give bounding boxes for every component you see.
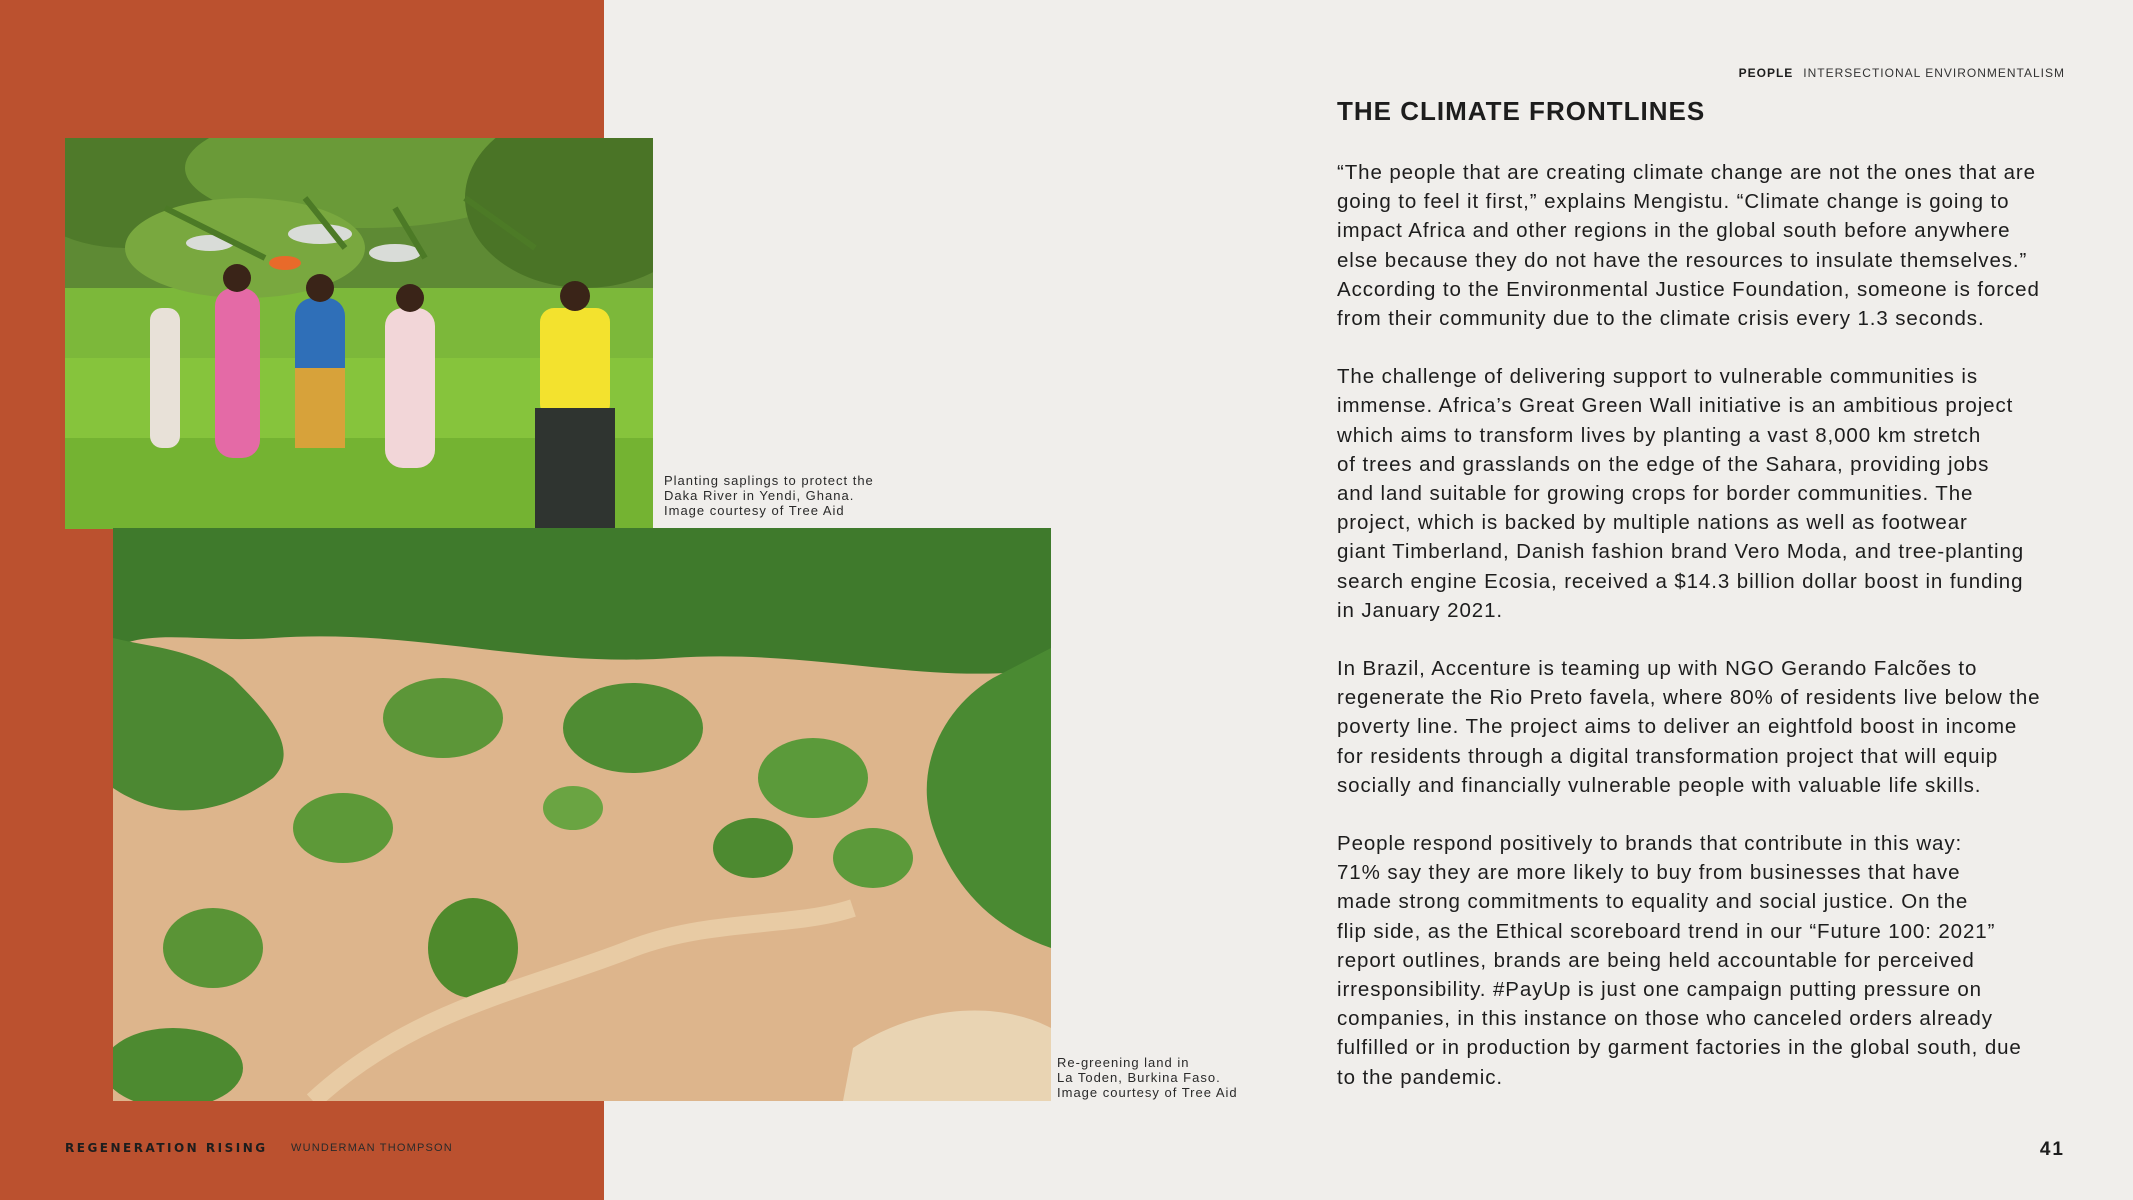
section-label: PEOPLE [1738, 66, 1794, 80]
article-body [1337, 158, 2077, 1121]
planting-photo-illustration [65, 138, 653, 529]
photo-planting-saplings [65, 138, 653, 529]
article-paragraph-3: In Brazil, Accenture is teaming up with NGO Gerando Falcões to regenerate the Rio Preto favela, where 80% of residents live below the poverty line. The project aims to deliver an eightfold boost in income for residents through a digital transformation project that will equip socially and financially vulnerable people with valuable life skills. [1337, 657, 2041, 797]
article-paragraph-2: The challenge of delivering support to vulnerable communities is immense. Africa’s Great Green Wall initiative is an ambitious project which aims to transform lives by planting a vast 8,000 km stretch of trees and grasslands on the edge of the Sahara, providing jobs and land suitable for growing crops for border communities. The project, which is backed by multiple nations as well as footwear giant Timberland, Danish fashion brand Vero Moda, and tree-planting search engine Ecosia, received a $14.3 billion dollar boost in funding in January 2021. [1337, 365, 2025, 622]
page-number: 41 [2039, 1139, 2065, 1160]
section-tag [1739, 66, 2065, 80]
article-paragraph-1: “The people that are creating climate change are not the ones that are going to feel it first,” explains Mengistu. “Climate change is going to impact Africa and other regions in the global south before anywhere else because they do not have the resources to insulate themselves.” According to the Environmental Justice Foundation, someone is forced from their community due to the climate crisis every 1.3 seconds. [1337, 161, 2040, 331]
photo2-caption: Re-greening land in La Toden, Burkina Faso. Image courtesy of Tree Aid [1057, 1055, 1238, 1100]
article-paragraph-4: People respond positively to brands that contribute in this way: 71% say they are more likely to buy from businesses that have made strong commitments to equality and social justice. On the flip side, as the Ethical scoreboard trend in our “Future 100: 2021” report outlines, brands are being held accountable for perceived irresponsibility. #PayUp is just one campaign putting pressure on companies, in this instance on those who canceled orders already fulfilled or in production by garment factories in the global south, due to the pandemic. [1337, 832, 2022, 1089]
footer-brand: REGENERATION RISING [65, 1141, 268, 1155]
subsection-label: INTERSECTIONAL ENVIRONMENTALISM [1803, 66, 2065, 80]
article-title: THE CLIMATE FRONTLINES [1337, 96, 1706, 126]
footer-agency: WUNDERMAN THOMPSON [291, 1142, 453, 1154]
regreening-photo-illustration [113, 528, 1051, 1101]
photo1-caption: Planting saplings to protect the Daka River in Yendi, Ghana. Image courtesy of Tree Aid [664, 473, 874, 518]
photo-regreening-land [113, 528, 1051, 1101]
